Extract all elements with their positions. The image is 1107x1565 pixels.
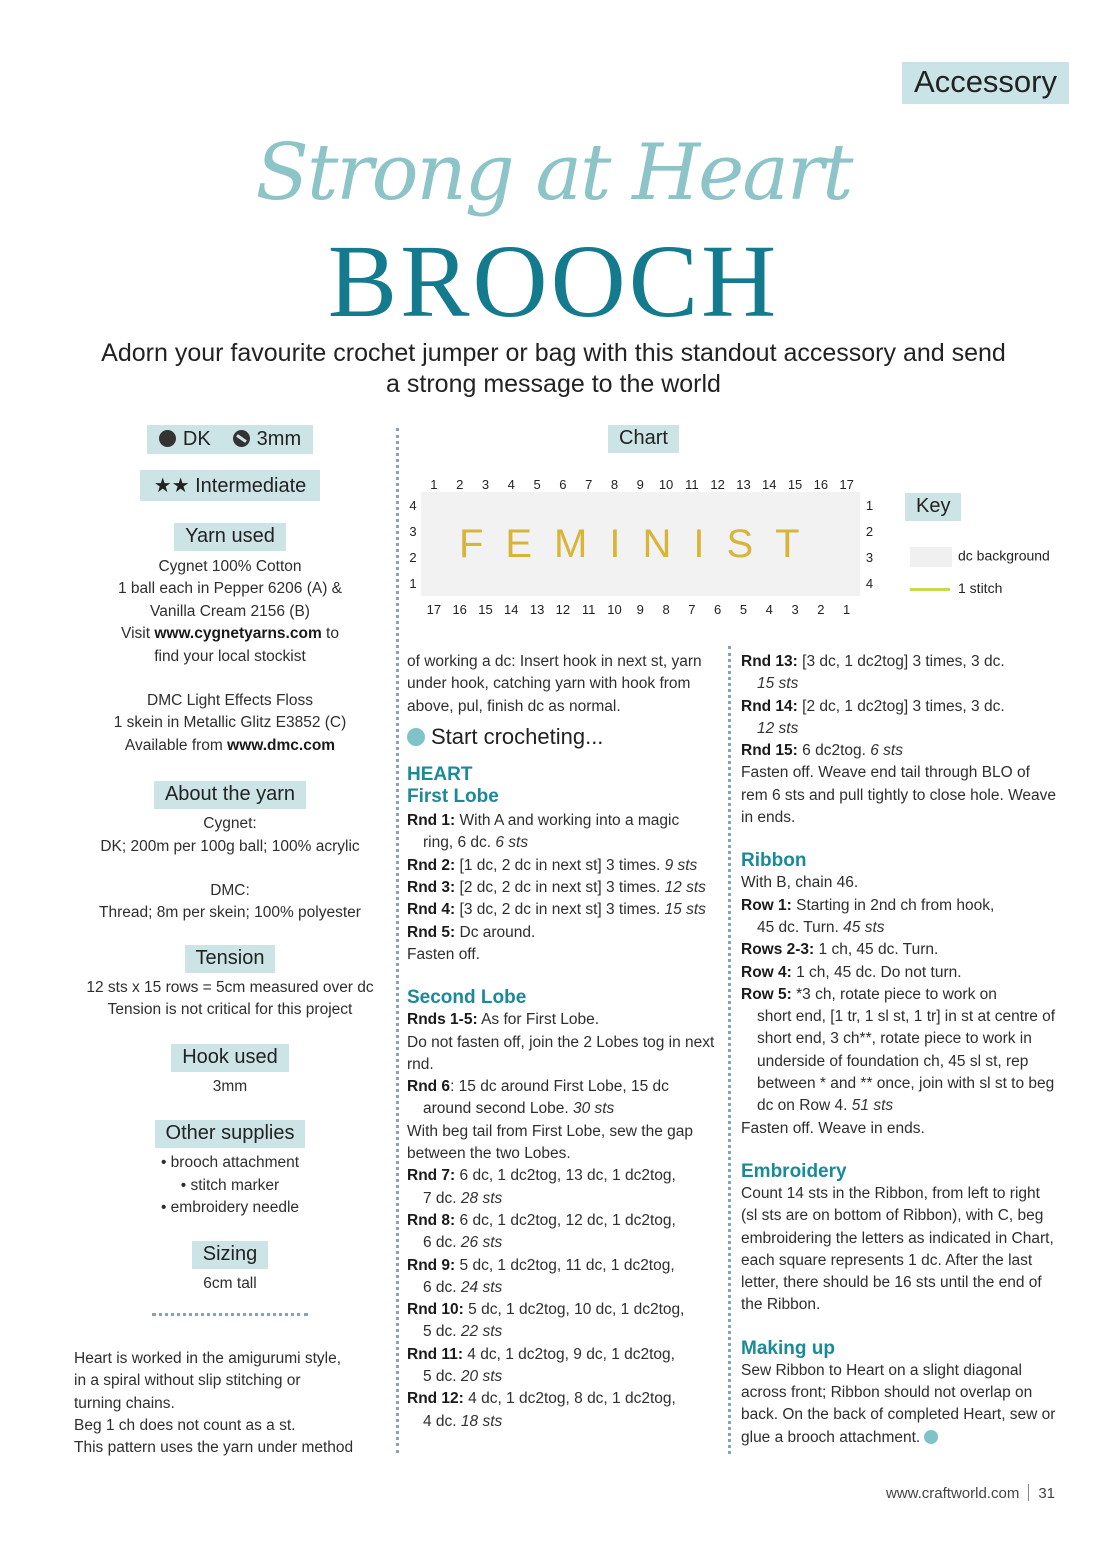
col-number: 6 [714, 601, 722, 617]
col-number: 3 [481, 477, 490, 492]
difficulty-level: Intermediate [195, 475, 307, 497]
note-line: in a spiral without slip stitching or [74, 1372, 301, 1390]
stitch-count: 28 sts [460, 1189, 503, 1207]
stitch-count: 51 sts [851, 1097, 894, 1115]
page-title: BROOCH [327, 224, 780, 339]
round-9-cont [407, 1277, 725, 1299]
round-text: 6 dc2tog. [797, 742, 871, 760]
round-text: 6 dc, 1 dc2tog, 13 dc, 1 dc2tog, [455, 1167, 676, 1185]
round-7-cont [407, 1188, 725, 1210]
col-number: 13 [736, 477, 751, 492]
round-text: 6 dc. [423, 1278, 461, 1296]
round-label: Rnd 15: [741, 742, 798, 760]
chart-area [405, 425, 1085, 625]
yarn-line [60, 623, 400, 645]
chart-grid [421, 492, 860, 596]
tension-line: 12 sts x 15 rows = 5cm measured over dc [86, 978, 374, 996]
right-column [741, 651, 1059, 1449]
round-text: As for First Lobe. [477, 1011, 600, 1029]
page-number: 31 [1038, 1485, 1055, 1502]
round-8 [407, 1210, 725, 1232]
col-number: 1 [430, 477, 438, 492]
col-number: 12 [710, 477, 725, 492]
page-footer [886, 1484, 1055, 1502]
col-number: 4 [765, 601, 773, 617]
row-number: 1 [409, 575, 417, 591]
round-label: Rnd 11: [407, 1345, 463, 1363]
round-label: Rnd 13: [741, 653, 798, 670]
yarn-line: Cygnet 100% Cotton [158, 558, 302, 575]
col-number: 5 [739, 601, 748, 617]
col-number: 14 [762, 477, 777, 492]
chart-top-numbers [405, 477, 880, 492]
category-tag: Accessory [902, 62, 1069, 104]
round-9 [407, 1255, 725, 1277]
yarn-available: Available from [124, 736, 228, 754]
round-text: [3 dc, 1 dc2tog] 3 times, 3 dc. [797, 653, 1005, 670]
col-number: 10 [658, 477, 674, 492]
stitch-swatch [910, 588, 950, 591]
round-text: 5 dc, 1 dc2tog, 10 dc, 1 dc2tog, [463, 1301, 685, 1319]
embroidery-heading: Embroidery [741, 1160, 847, 1182]
round-14 [741, 696, 1059, 718]
stitch-count: 15 sts [757, 675, 799, 693]
round-text: 6 dc. [423, 1234, 461, 1252]
stitch-count: 20 sts [460, 1368, 503, 1386]
round-label: Rnd 12: [407, 1390, 464, 1408]
column-divider-right [728, 646, 731, 1454]
yarn-line: 1 skein in Metallic Glitz E3852 (C) [113, 714, 347, 732]
round-10 [407, 1299, 725, 1321]
col-number: 17 [426, 601, 442, 617]
row-number: 3 [409, 523, 417, 539]
background-swatch [910, 547, 952, 567]
round-text: around second Lobe. [423, 1100, 573, 1118]
round-text: : 15 dc around First Lobe, 15 dc [450, 1078, 669, 1096]
col-number: 16 [813, 477, 829, 492]
key-stitch-label: 1 stitch [958, 580, 1003, 596]
row-text: Starting in 2nd ch from hook, [791, 896, 995, 914]
row-text: 1 ch, 45 dc. Do not turn. [791, 963, 962, 981]
about-line: Cygnet: [203, 815, 257, 833]
pattern-notes [60, 1348, 400, 1460]
col-number: 15 [478, 601, 493, 617]
supply-item: • embroidery needle [160, 1198, 300, 1216]
col-number: 6 [559, 477, 567, 492]
round-label: Rnd 14: [741, 697, 798, 715]
round-label: Rnd 3: [407, 879, 456, 897]
footer-separator [1028, 1484, 1029, 1501]
stitch-count: 6 sts [870, 742, 903, 760]
row-text: 1 ch, 45 dc. Turn. [814, 941, 939, 959]
yarn-line: DMC Light Effects Floss [147, 692, 313, 710]
round-1-cont [407, 832, 725, 854]
tension-line: Tension is not critical for this project [107, 1001, 353, 1019]
round-label: Rnd 10: [407, 1301, 464, 1319]
round-6-cont [407, 1098, 725, 1120]
key-heading: Key [905, 493, 961, 521]
rows-2-3 [741, 939, 1059, 961]
round-1 [407, 810, 725, 832]
col-number: 15 [787, 477, 803, 492]
round-text: [1 dc, 2 dc in next st] 3 times. [455, 856, 665, 874]
start-crocheting-heading [407, 723, 725, 749]
tension-text [60, 977, 400, 1022]
round-label: Rnd 4: [407, 901, 456, 919]
ribbon-heading: Ribbon [741, 850, 807, 872]
round-label: Rnd 8: [407, 1211, 456, 1229]
round-7 [407, 1165, 725, 1187]
yarn-line: 1 ball each in Pepper 6206 (A) & [117, 580, 343, 598]
stitch-count: 9 sts [664, 856, 698, 874]
stitch-count: 22 sts [460, 1323, 503, 1341]
col-number: 8 [662, 601, 670, 617]
yarn-ball-icon [407, 728, 425, 746]
round-text: 5 dc, 1 dc2tog, 11 dc, 1 dc2tog, [455, 1256, 675, 1274]
yarn-line: Vanilla Cream 2156 (B) [150, 602, 310, 620]
round-text: 4 dc, 1 dc2tog, 9 dc, 1 dc2tog, [462, 1345, 675, 1363]
fasten-weave: Fasten off. Weave end tail through BLO of rem 6 sts and pull tightly to close hole. Weave in ends. [741, 764, 1057, 827]
col-number: 17 [839, 477, 854, 492]
round-text: With A and working into a magic [455, 812, 680, 830]
stitch-count: 26 sts [460, 1234, 503, 1252]
col-number: 2 [456, 477, 464, 492]
supply-item: • stitch marker [180, 1176, 280, 1194]
round-13-cont [741, 673, 1059, 695]
row-number: 1 [865, 497, 874, 513]
supplies-list [60, 1152, 400, 1219]
note-line: This pattern uses the yarn under method [74, 1439, 354, 1457]
making-up-heading: Making up [741, 1337, 835, 1359]
embroidery-text: Count 14 sts in the Ribbon, from left to right (sl sts are on bottom of Ribbon), with C, beg embroidering the letters as indicated in Chart, each square represents 1 dc. After the last letter, there should be 16 sts until the end of the Ribbon. [741, 1184, 1054, 1314]
round-10-cont [407, 1321, 725, 1343]
stitch-count: 12 sts [757, 719, 799, 737]
yarn-used-text [60, 556, 400, 757]
col-number: 1 [843, 601, 851, 617]
row-5 [741, 984, 1059, 1006]
col-number: 7 [688, 601, 696, 617]
round-text: 5 dc. [423, 1368, 461, 1386]
row-label: Row 4: [741, 963, 792, 981]
hook-size: 3mm [256, 428, 302, 450]
tension-heading: Tension [185, 945, 276, 973]
key-stitch [910, 580, 1002, 596]
about-line: DK; 200m per 100g ball; 100% acrylic [100, 837, 360, 855]
yarn-visit: Visit [121, 625, 155, 643]
col-number: 11 [685, 477, 699, 492]
round-text: 5 dc. [423, 1323, 461, 1341]
yarn-used-heading: Yarn used [174, 523, 286, 551]
row-label: Row 5: [741, 985, 792, 1003]
round-text: 6 dc, 1 dc2tog, 12 dc, 1 dc2tog, [455, 1211, 676, 1229]
other-supplies-heading: Other supplies [155, 1120, 306, 1148]
sizing-heading: Sizing [192, 1241, 268, 1269]
hook-used-heading: Hook used [171, 1044, 289, 1072]
round-label: Rnd 2: [407, 856, 456, 874]
row-text: *3 ch, rotate piece to work on [791, 985, 997, 1003]
about-yarn-text [60, 813, 400, 925]
fasten-off: Fasten off. [407, 945, 480, 963]
stitch-count: 6 sts [495, 834, 529, 852]
hook-icon [233, 430, 250, 447]
making-up-body: Sew Ribbon to Heart on a slight diagonal across front; Ribbon should not overlap on back. On the back of completed Heart, sew or glue a brooch attachment. [741, 1361, 1056, 1446]
first-lobe-heading: First Lobe [407, 786, 499, 808]
row-label: Row 1: [741, 896, 792, 914]
cygnet-link[interactable]: www.cygnetyarns.com [154, 625, 322, 643]
col-number: 14 [504, 601, 519, 617]
sizing-value: 6cm tall [203, 1275, 257, 1293]
chart-bottom-numbers [405, 596, 880, 622]
row-1-cont [741, 917, 1059, 939]
end-yarn-ball-icon [924, 1430, 938, 1444]
method-continued: of working a dc: Insert hook in next st, yarn under hook, catching yarn with hook from above, pul, finish dc as normal. [407, 653, 702, 715]
round-text: [3 dc, 2 dc in next st] 3 times. [455, 901, 665, 919]
round-label: Rnd 9: [407, 1256, 456, 1274]
row-number: 2 [865, 523, 874, 539]
round-11-cont [407, 1366, 725, 1388]
round-label: Rnd 1: [407, 812, 456, 830]
rounds-1-5 [407, 1009, 725, 1031]
round-6 [407, 1076, 725, 1098]
row-number: 4 [865, 575, 874, 591]
footer-site[interactable]: www.craftworld.com [885, 1485, 1020, 1502]
round-label: Rnd 7: [407, 1167, 456, 1185]
note-line: turning chains. [74, 1394, 175, 1412]
round-12 [407, 1388, 725, 1410]
round-label: Rnd 5: [407, 923, 456, 941]
note-line: Beg 1 ch does not count as a st. [74, 1416, 296, 1434]
difficulty-pill [140, 470, 321, 501]
making-up-text [741, 1360, 1059, 1449]
ribbon-fasten: Fasten off. Weave in ends. [741, 1119, 925, 1137]
row-4 [741, 962, 1059, 984]
col-number: 13 [529, 601, 545, 617]
round-text: 7 dc. [423, 1189, 461, 1207]
intro-text: Adorn your favourite crochet jumper or bag with this standout accessory and send a strong message to the world [101, 339, 1006, 398]
round-text: [2 dc, 2 dc in next st] 3 times. [455, 879, 665, 897]
hook-used-value: 3mm [212, 1077, 248, 1095]
stitch-count: 24 sts [460, 1278, 503, 1296]
round-5 [407, 922, 725, 944]
round-text: 4 dc. [423, 1412, 461, 1430]
middle-column [407, 651, 725, 1433]
note-line: Heart is worked in the amigurumi style, [74, 1349, 342, 1367]
title-script: Strong at Heart [255, 128, 852, 218]
col-number: 9 [636, 477, 644, 492]
key-bg-label: dc background [958, 547, 1050, 564]
col-number: 8 [610, 477, 619, 492]
round-8-cont [407, 1232, 725, 1254]
ribbon-intro: With B, chain 46. [741, 874, 859, 892]
round-11 [407, 1344, 725, 1366]
row-text: 45 dc. Turn. [757, 918, 844, 936]
join-lobes: Do not fasten off, join the 2 Lobes tog in next rnd. [407, 1033, 715, 1073]
stitch-chart [405, 477, 880, 622]
round-2 [407, 855, 725, 877]
about-line: Thread; 8m per skein; 100% polyester [99, 904, 361, 922]
round-15 [741, 740, 1059, 762]
round-text: 4 dc, 1 dc2tog, 8 dc, 1 dc2tog, [463, 1390, 676, 1408]
supply-item: • brooch attachment [160, 1154, 300, 1172]
key-background [910, 547, 1050, 567]
col-number: 12 [555, 601, 571, 617]
stitch-count: 12 sts [664, 879, 706, 897]
round-4 [407, 899, 725, 921]
yarn-to: to [321, 625, 339, 643]
row-number: 4 [409, 497, 417, 513]
round-text: [2 dc, 1 dc2tog] 3 times, 3 dc. [797, 697, 1005, 715]
row-5-cont [741, 1006, 1059, 1117]
chart-heading: Chart [608, 425, 679, 453]
row-number: 2 [409, 549, 417, 565]
difficulty-stars: ★★ [153, 475, 190, 497]
round-label: Rnds 1-5: [407, 1011, 478, 1029]
col-number: 10 [607, 601, 622, 617]
start-label: Start crocheting... [431, 723, 604, 749]
stitch-count: 15 sts [664, 901, 706, 919]
stitch-count: 45 sts [843, 918, 885, 936]
round-text: ring, 6 dc. [423, 834, 496, 852]
col-number: 2 [817, 601, 825, 617]
yarn-weight: DK [182, 428, 211, 450]
sew-gap: With beg tail from First Lobe, sew the gap between the two Lobes. [407, 1122, 694, 1163]
round-label: Rnd 6 [407, 1078, 451, 1096]
row-text: short end, [1 tr, 1 sl st, 1 tr] in st at centre of short end, 3 ch**, rotate piece to work in underside of foundation ch, 45 sl st, rep between * and ** once, join with sl st to beg dc on Row 4. [757, 1008, 1056, 1115]
round-3 [407, 877, 725, 899]
about-line: DMC: [210, 882, 250, 900]
stitch-count: 18 sts [460, 1412, 503, 1430]
col-number: 4 [507, 477, 515, 492]
row-label: Rows 2-3: [741, 941, 815, 959]
second-lobe-heading: Second Lobe [407, 987, 527, 1009]
heart-heading: HEART [407, 764, 473, 786]
spec-pill [147, 425, 313, 454]
yarn-ball-icon [159, 430, 176, 447]
col-number: 3 [791, 601, 799, 617]
dmc-link[interactable]: www.dmc.com [227, 736, 336, 754]
chart-word: FEMINIST [458, 521, 822, 566]
round-text: Dc around. [455, 923, 536, 941]
round-13 [741, 651, 1059, 673]
row-number: 3 [865, 549, 874, 565]
col-number: 16 [452, 601, 467, 617]
left-column [60, 425, 400, 1460]
col-number: 9 [636, 601, 644, 617]
stitch-count: 30 sts [572, 1100, 615, 1118]
col-number: 7 [585, 477, 593, 492]
yarn-line [60, 735, 400, 757]
yarn-line: find your local stockist [154, 647, 306, 665]
col-number: 5 [533, 477, 541, 492]
about-yarn-heading: About the yarn [154, 781, 306, 809]
round-12-cont [407, 1411, 725, 1433]
round-14-cont [741, 718, 1059, 740]
row-1 [741, 895, 1059, 917]
col-number: 11 [581, 601, 596, 617]
